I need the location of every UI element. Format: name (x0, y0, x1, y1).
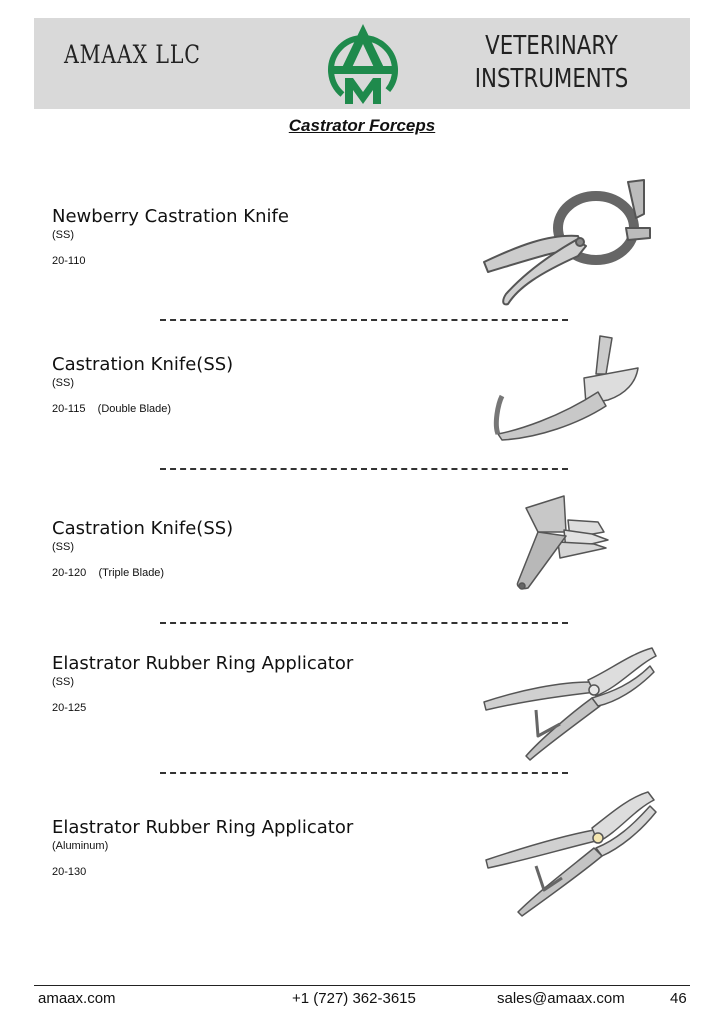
triple-blade-knife-icon (508, 492, 614, 596)
product-material: (SS) (52, 229, 74, 241)
product-code: 20-120 (Triple Blade) (52, 567, 165, 579)
product-item (52, 817, 353, 878)
product-code: 20-115 (Double Blade) (52, 403, 172, 415)
catalog-title (474, 30, 628, 96)
folding-knife-icon (488, 334, 644, 442)
product-material: (Aluminum) (52, 840, 109, 852)
footer-website: amaax.com (38, 990, 116, 1007)
product-name: Elastrator Rubber Ring Applicator (52, 653, 354, 674)
footer-email: sales@amaax.com (497, 990, 625, 1007)
product-code: 20-110 (52, 255, 86, 267)
product-material: (SS) (52, 541, 74, 553)
catalog-title-line1: VETERINARY (484, 31, 618, 61)
catalog-title-line2: INSTRUMENTS (474, 64, 628, 94)
dashed-divider (160, 319, 568, 321)
company-logo-icon (319, 20, 407, 108)
product-material: (SS) (52, 676, 74, 688)
product-code: 20-130 (52, 866, 87, 878)
product-code: 20-125 (52, 702, 87, 714)
product-item (52, 206, 289, 267)
footer-phone: +1 (727) 362-3615 (292, 990, 416, 1007)
castrator-pliers-icon (478, 176, 662, 310)
product-item (52, 518, 233, 579)
product-name: Castration Knife(SS) (52, 518, 234, 539)
header-banner (34, 18, 690, 109)
company-name: AMAAX LLC (64, 40, 201, 69)
ring-applicator-icon (480, 640, 662, 762)
product-material: (SS) (52, 377, 74, 389)
product-name: Newberry Castration Knife (52, 206, 289, 227)
product-item (52, 354, 233, 415)
dashed-divider (160, 772, 568, 774)
dashed-divider (160, 622, 568, 624)
ring-applicator-icon (482, 786, 662, 918)
section-title (0, 116, 724, 136)
footer-rule (34, 985, 690, 986)
product-name: Elastrator Rubber Ring Applicator (52, 817, 354, 838)
product-name: Castration Knife(SS) (52, 354, 234, 375)
dashed-divider (160, 468, 568, 470)
product-item (52, 653, 353, 714)
page-number: 46 (670, 990, 687, 1007)
section-title-text: Castrator Forceps (288, 116, 436, 135)
